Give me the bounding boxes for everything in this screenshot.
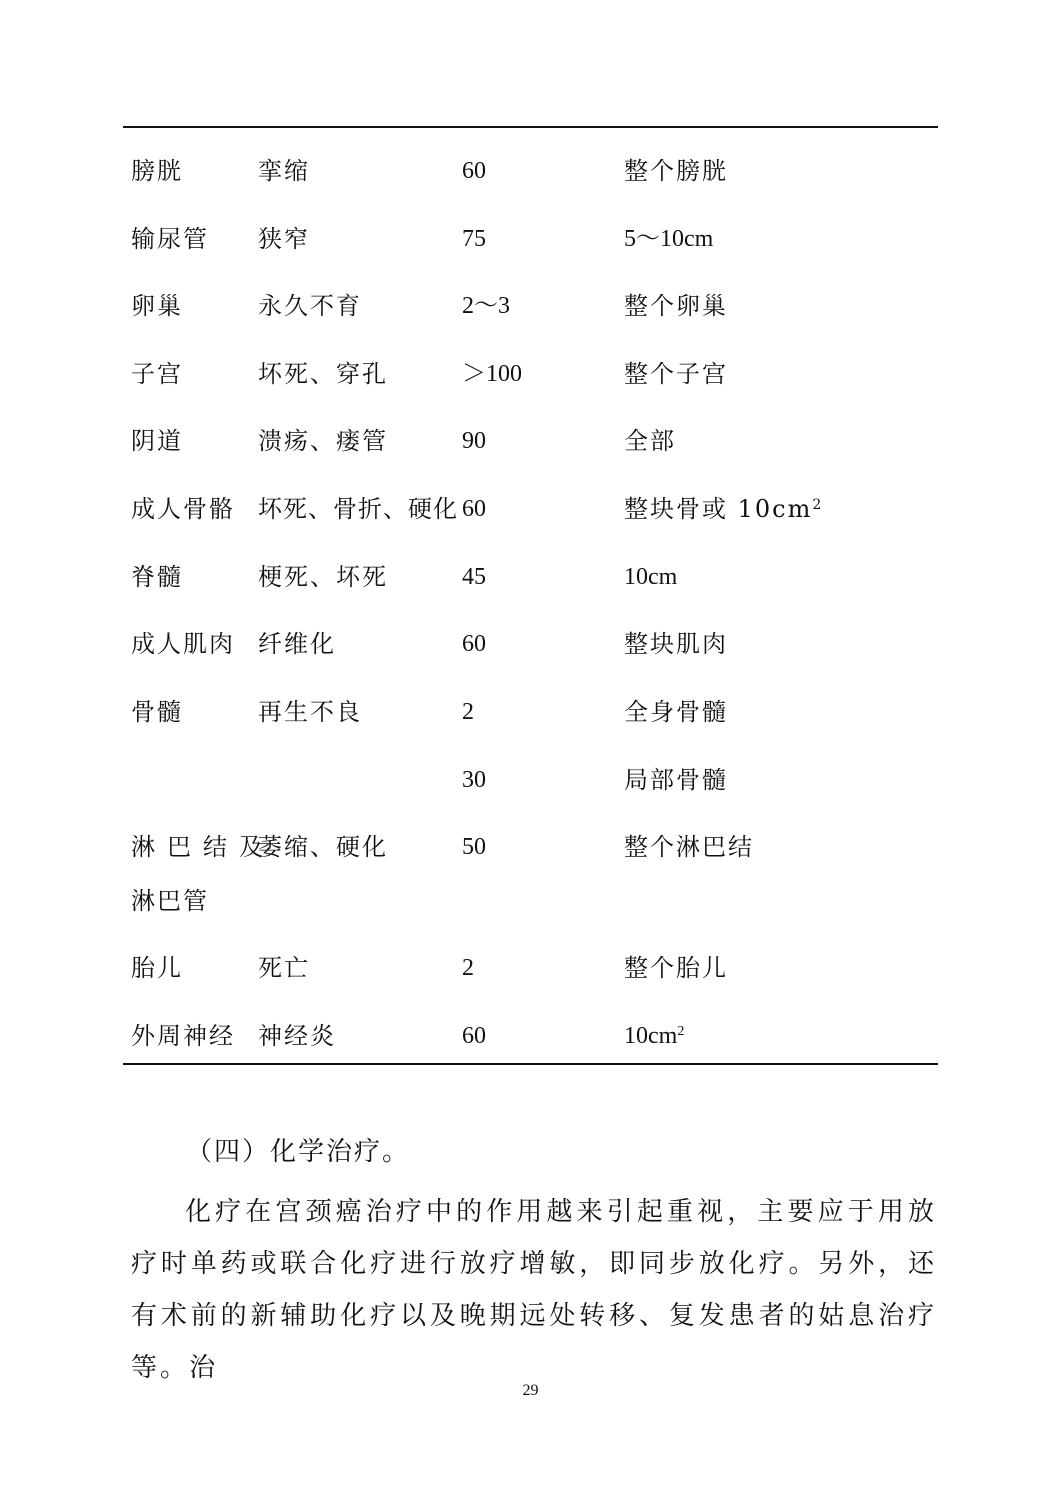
table-top-rule (123, 126, 938, 128)
volume-cell: 10cm (624, 564, 678, 590)
volume-cell (624, 494, 823, 524)
page-number: 29 (522, 1382, 539, 1399)
dose-cell: 2 (462, 699, 474, 725)
effect-cell: 神经炎 (258, 1022, 336, 1050)
dose-cell: ＞100 (462, 361, 522, 387)
superscript: 2 (812, 497, 824, 513)
organ-cell: 卵巢 (131, 292, 183, 320)
dose-cell: 60 (462, 631, 486, 657)
effect-cell: 坏死、骨折、硬化 (258, 495, 458, 523)
organ-cell-line1: 淋巴结及 (131, 833, 275, 861)
dose-cell: 30 (462, 767, 486, 793)
effect-cell: 永久不育 (258, 292, 362, 320)
table-bottom-rule (123, 1063, 938, 1065)
volume-cell: 全身骨髓 (624, 698, 728, 726)
volume-text: 10cm (624, 1023, 678, 1049)
effect-cell: 梗死、坏死 (258, 563, 388, 591)
dose-cell: 90 (462, 428, 486, 454)
volume-text: 整块骨或 10cm (624, 495, 813, 523)
dose-cell: 60 (462, 1023, 486, 1049)
organ-cell: 胎儿 (131, 954, 183, 982)
body-paragraph: 化疗在宫颈癌治疗中的作用越来引起重视，主要应于用放疗时单药或联合化疗进行放疗增敏，即同步放化疗。另外，还有术前的新辅助化疗以及晚期远处转移、复发患者的姑息治疗等。治 (131, 1197, 937, 1383)
volume-cell: 整个子宫 (624, 360, 728, 388)
dose-cell: 45 (462, 564, 486, 590)
dose-cell: 2～3 (462, 293, 510, 319)
organ-cell-line2: 淋巴管 (131, 887, 209, 915)
organ-cell: 成人肌肉 (131, 630, 235, 658)
volume-cell: 整个胎儿 (624, 954, 728, 982)
volume-cell: 整个膀胱 (624, 157, 728, 185)
organ-cell: 子宫 (131, 360, 183, 388)
volume-cell (624, 1021, 684, 1051)
effect-cell: 挛缩 (258, 157, 310, 185)
section-heading: （四）化学治疗。 (186, 1137, 411, 1167)
dose-cell: 75 (462, 226, 486, 252)
organ-cell: 脊髓 (131, 563, 183, 591)
organ-cell: 阴道 (131, 427, 183, 455)
effect-cell: 溃疡、瘘管 (258, 427, 388, 455)
superscript: 2 (677, 1024, 685, 1039)
volume-cell: 整个卵巢 (624, 292, 728, 320)
effect-cell: 坏死、穿孔 (258, 360, 388, 388)
dose-cell: 60 (462, 158, 486, 184)
effect-cell: 萎缩、硬化 (258, 833, 388, 861)
effect-cell: 再生不良 (258, 698, 362, 726)
volume-cell: 局部骨髓 (624, 766, 728, 794)
volume-cell: 全部 (624, 427, 676, 455)
effect-cell: 死亡 (258, 954, 310, 982)
volume-cell: 5～10cm (624, 226, 714, 252)
organ-cell: 膀胱 (131, 157, 183, 185)
dose-cell: 50 (462, 834, 486, 860)
organ-cell: 输尿管 (131, 225, 209, 253)
organ-cell: 骨髓 (131, 698, 183, 726)
effect-cell: 纤维化 (258, 630, 336, 658)
volume-cell: 整个淋巴结 (624, 833, 754, 861)
dose-cell: 60 (462, 496, 486, 522)
dose-cell: 2 (462, 955, 474, 981)
organ-cell: 外周神经 (131, 1022, 235, 1050)
organ-cell: 成人骨骼 (131, 495, 235, 523)
volume-cell: 整块肌肉 (624, 630, 728, 658)
effect-cell: 狭窄 (258, 225, 310, 253)
